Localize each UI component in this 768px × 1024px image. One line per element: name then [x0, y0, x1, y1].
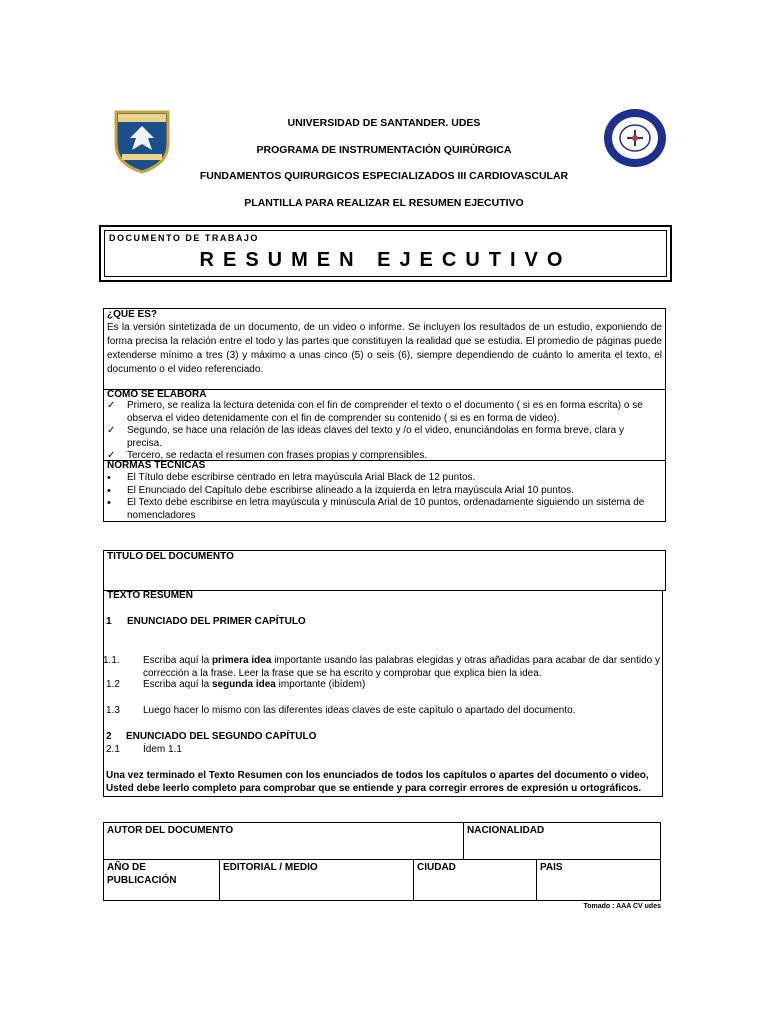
normas-item: • El Título debe escribirse centrado en letra mayúscula Arial Black de 12 puntos.	[105, 472, 660, 485]
idea-1-2-number: 1.2	[106, 679, 120, 690]
university-name: UNIVERSIDAD DE SANTANDER. UDES	[287, 117, 481, 129]
course-name: FUNDAMENTOS QUIRURGICOS ESPECIALIZADOS III CARDIOVASCULAR	[199, 170, 569, 182]
normas-item: • El Texto debe escribirse en letra mayúscula y minúscula Arial de 10 puntos, ordenadamente siguiendo un sistema de nomencladores	[105, 497, 660, 522]
cap2-title: ENUNCIADO DEL SEGUNDO CAPÍTULO	[126, 731, 317, 742]
banner-label: DOCUMENTO DE TRABAJO	[109, 233, 259, 243]
cap2-number: 2	[106, 731, 112, 742]
info-box	[103, 308, 666, 522]
idea-1-3-text: Luego hacer lo mismo con las diferentes ideas claves de este capítulo o apartado del documento.	[143, 705, 576, 716]
texto-label: TEXTO RESUMEN	[107, 590, 193, 601]
credit-note: Tomado : AAA CV udes	[583, 903, 661, 910]
idea-1-1-text-c: importante usando las palabras elegidas y otras añadidas para acabar de dar sentido y corrección a la frase. Leer la frase que se ha escrito y comprobar que explica bien la idea.	[143, 655, 661, 679]
idea-1-3-number: 1.3	[106, 705, 120, 716]
nacionalidad-label: NACIONALIDAD	[467, 825, 545, 836]
que-es-heading: ¿QUE ES?	[107, 309, 158, 320]
banner-title: RESUMEN EJECUTIVO	[199, 249, 572, 271]
anio-label: AÑO DE PUBLICACIÓN	[107, 862, 177, 886]
como-heading: COMO SE ELABORA	[107, 389, 207, 400]
pais-field[interactable]	[536, 859, 661, 901]
normas-item: • El Enunciado del Capítulo debe escribirse alineado a la izquierda en letra mayúscula Arial 10 puntos.	[105, 485, 660, 498]
como-item: ✓ Primero, se realiza la lectura detenida con el fin de comprender el texto o el documento ( si es en forma escrita) o se observa el video detenidamente con el fin de comprender su contenido ( si es en forma de video).	[105, 400, 653, 425]
idea-1-1-text-a: Escriba aquí la	[143, 655, 212, 666]
idea-2-1-number: 2.1	[106, 744, 120, 755]
program-name: PROGRAMA DE INSTRUMENTACIÒN QUIRÙRGICA	[256, 144, 512, 156]
normas-heading: NORMAS TECNICAS	[107, 460, 206, 471]
editorial-field[interactable]	[219, 859, 414, 901]
cap1-number: 1	[106, 616, 112, 627]
idea-1-2-bold: segunda idea	[211, 679, 276, 690]
idea-1-1-bold: primera idea	[211, 655, 272, 666]
autor-label: AUTOR DEL DOCUMENTO	[107, 825, 234, 836]
titulo-label: TITULO DEL DOCUMENTO	[107, 551, 234, 562]
idea-1-2-text-c: importante (ibídem)	[275, 679, 366, 690]
document-banner	[99, 225, 672, 282]
como-item: ✓ Segundo, se hace una relación de las ideas claves del texto y /o el video, enunciándolas en forma breve, clara y precisa.	[105, 425, 653, 450]
cap1-title: ENUNCIADO DEL PRIMER CAPÍTULO	[127, 616, 306, 627]
idea-1-2-text-a: Escriba aquí la	[143, 679, 212, 690]
ciudad-label: CIUDAD	[417, 862, 456, 873]
nacionalidad-field[interactable]	[463, 822, 661, 860]
idea-1-1-number: 1.1.	[103, 655, 120, 666]
pais-label: PAIS	[540, 862, 563, 873]
como-item: ✓ Tercero, se redacta el resumen con frases propias y comprensibles.	[105, 450, 653, 463]
normas-list	[105, 472, 660, 522]
autor-field[interactable]	[103, 822, 464, 860]
ciudad-field[interactable]	[413, 859, 537, 901]
editorial-label: EDITORIAL / MEDIO	[223, 862, 318, 873]
closing-note: Una vez terminado el Texto Resumen con los enunciados de todos los capítulos o apartes del documento o video, Usted debe leerlo completo para comprobar que se entiende y para corregir errores de expresión u ortográficos.	[106, 770, 649, 794]
titulo-field[interactable]	[103, 550, 666, 591]
anio-field[interactable]	[103, 859, 220, 901]
como-list	[105, 400, 653, 463]
template-title: PLANTILLA PARA REALIZAR EL RESUMEN EJECUTIVO	[244, 197, 524, 209]
idea-2-1-text: Ídem 1.1	[143, 744, 182, 755]
que-es-body: Es la versión sintetizada de un documento, de un video o informe. Se incluyen los resultados de un estudio, exponiendo de forma precisa la relación entre el todo y las partes que constituyen la realidad que se estudia. El promedio de páginas puede extenderse mínimo a tres (3) y máximo a unas cinco (5) o seis (6), siempre dependiendo de cuánto lo amerita el texto, el documento o el video referenciado.	[107, 322, 662, 375]
